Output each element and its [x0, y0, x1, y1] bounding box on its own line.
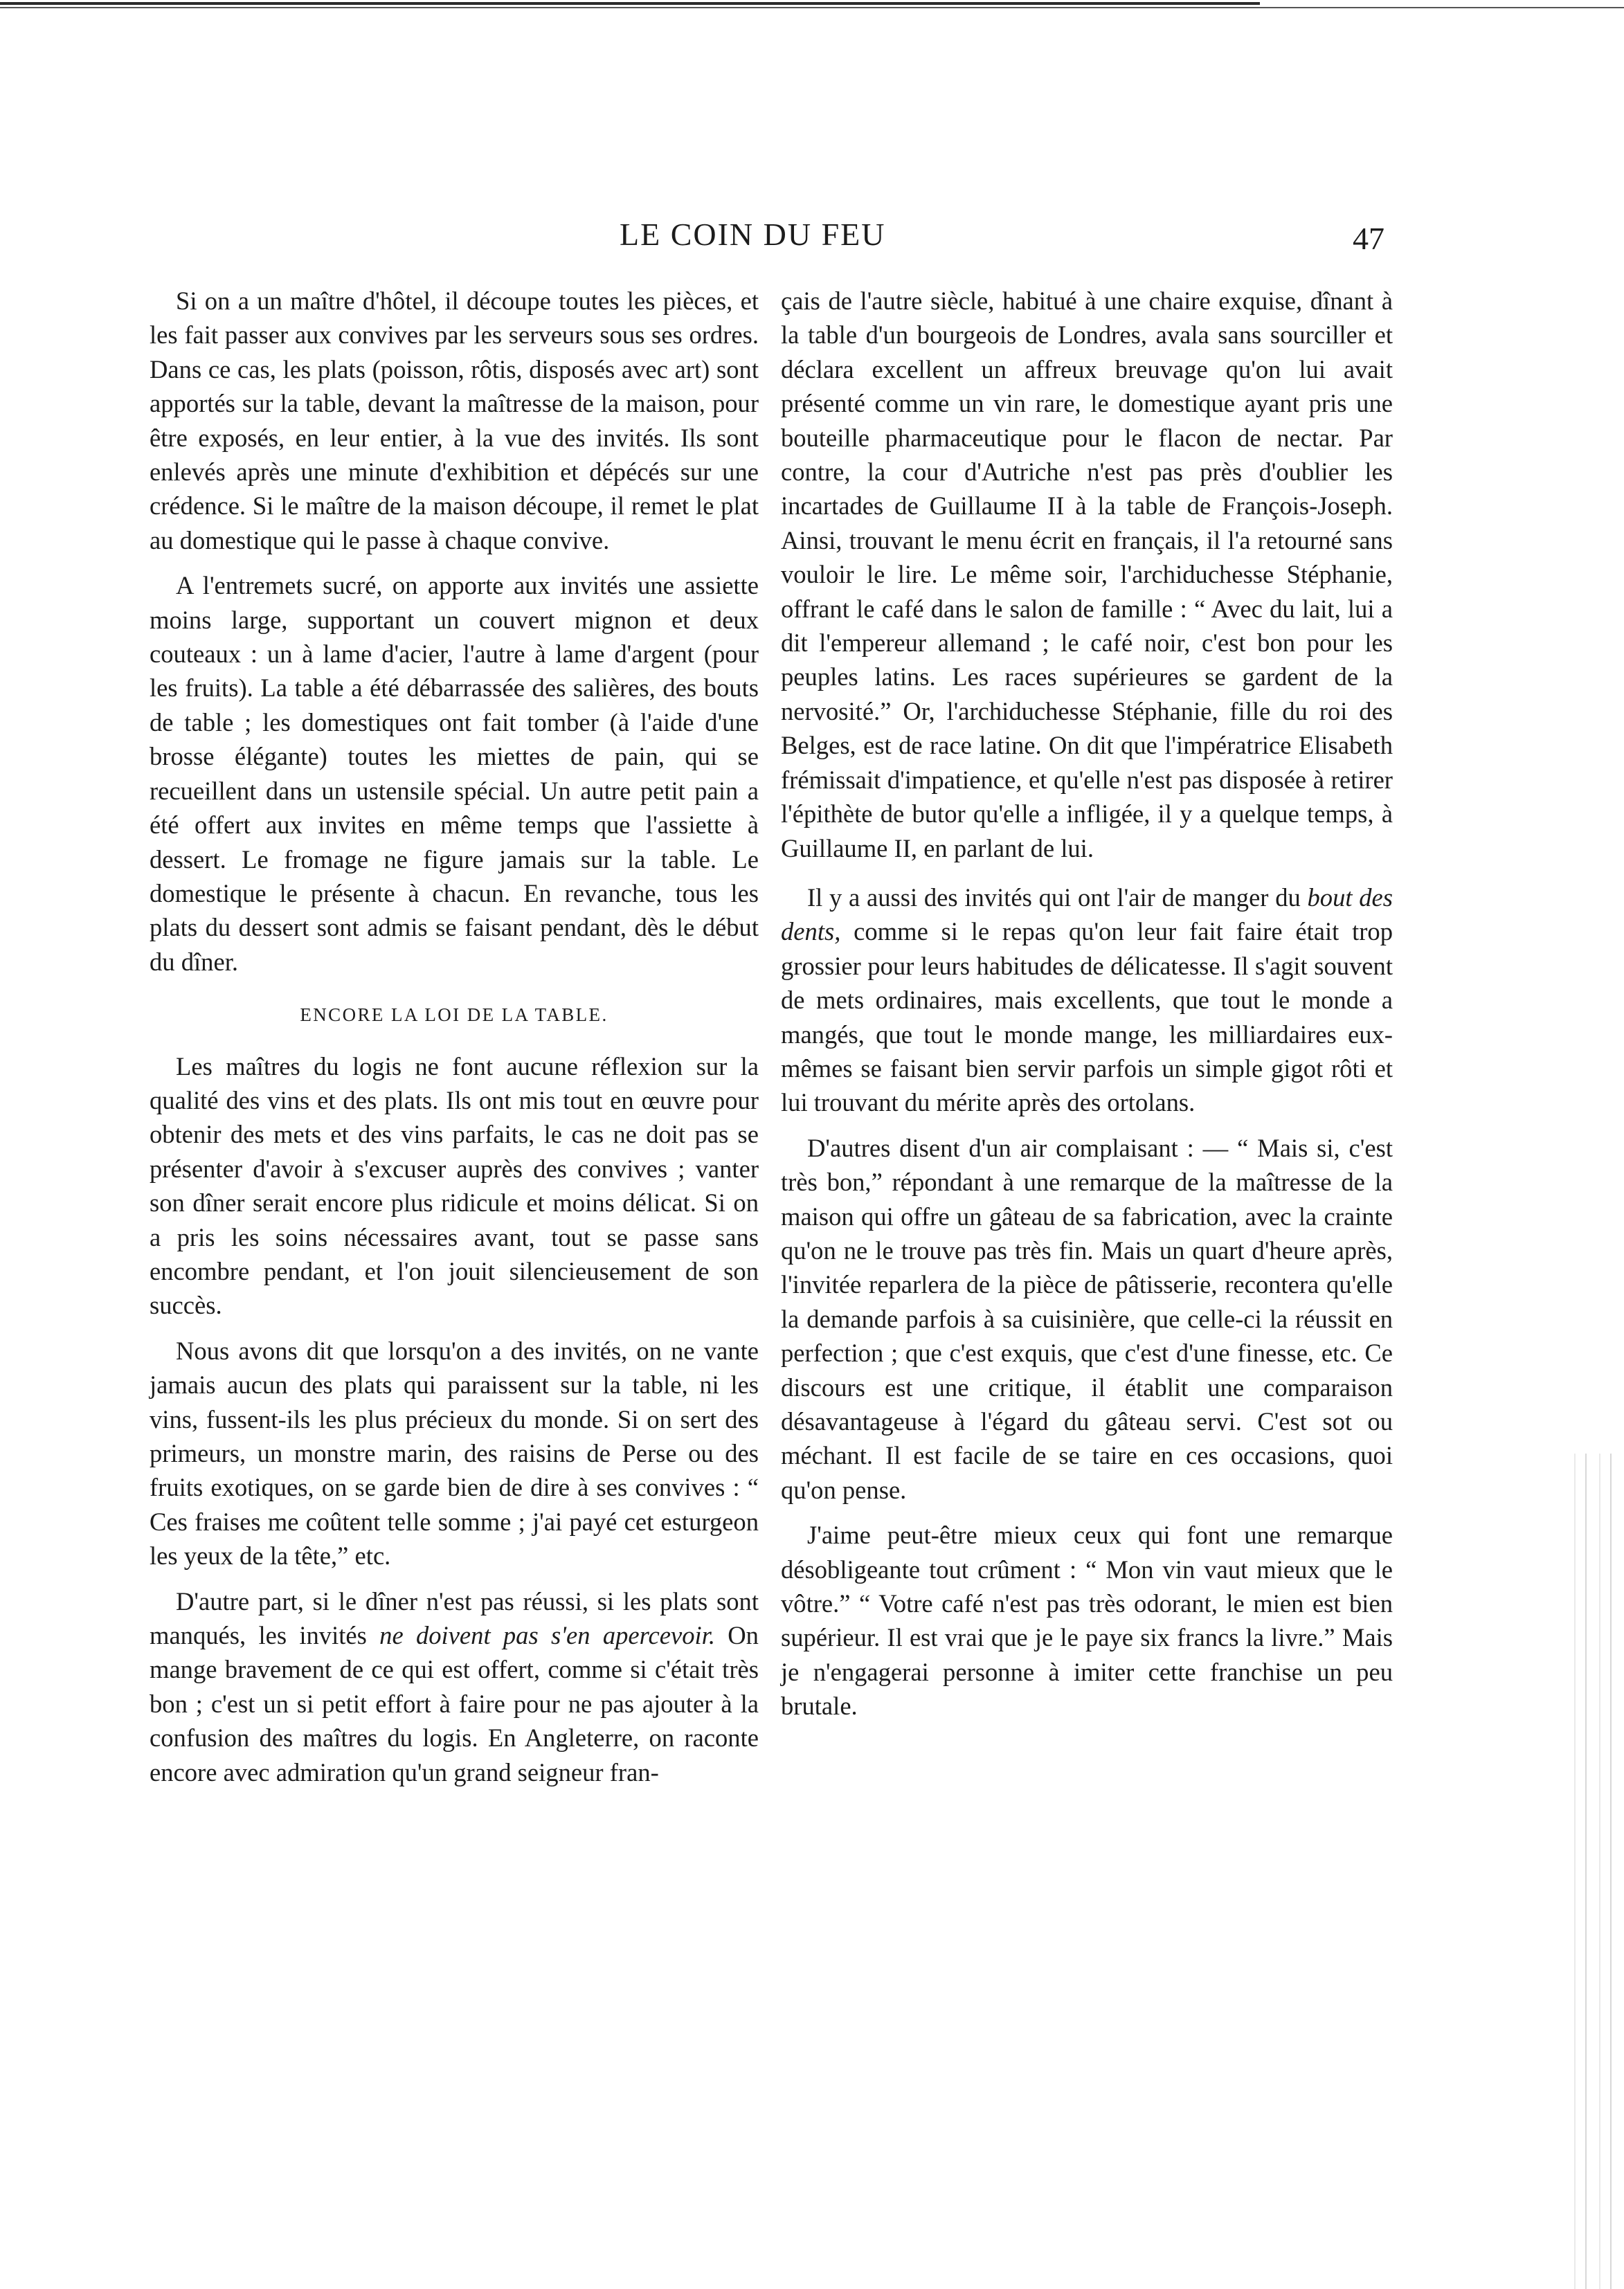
paragraph: D'autres disent d'un air complaisant : — “ Mais si, c'est très bon,” répondant à une remarque de la maîtresse de la maison qui offre un gâteau de sa fabrication, avec la crainte qu'on ne le trouve pas très fin. Mais un quart d'heure après, l'invitée reparlera de la pièce de pâtisserie, recontera qu'elle la demande parfois à sa cuisinière, que celle-ci la réussit en perfection ; que c'est exquis, que c'est d'une finesse, etc. Ce discours est une critique, il établit une comparaison désavantageuse à l'égard du gâteau servi. C'est sot ou méchant. Il est facile de se taire en ces occasions, quoi qu'on pense. — [781, 1133, 1393, 1504]
emphasis-text: ne doivent pas s'en apercevoir. — [379, 1621, 715, 1650]
paragraph: Les maîtres du logis ne font aucune réflexion sur la qualité des vins et des plats. Ils ont mis tout en œuvre pour obtenir des mets et des vins parfaits, le cas ne doit pas se présenter d'avoir à s'excuser auprès des convives ; vanter son dîner serait encore plus ridicule et moins délicat. Si on a pris les soins nécessaires avant, tout se passe sans encombre pendant, et l'on jouit silencieusement de son succès. — [150, 1051, 759, 1320]
paragraph-text: D'autre part, si le dîner n'est pas réussi, si les plats sont manqués, les invités — [150, 1586, 759, 1650]
paragraph: Nous avons dit que lorsqu'on a des invités, on ne vante jamais aucun des plats qui paraissent sur la table, ni les vins, fussent-ils les plus précieux du monde. Si on sert des primeurs, un monstre marin, des raisins de Perse ou des fruits exotiques, on se garde bien de dire à ses convives : “ Ces fraises me coûtent telle somme ; j'ai payé cet esturgeon les yeux de la tête,” etc. — [150, 1336, 759, 1571]
paragraph: J'aime peut-être mieux ceux qui font une remarque désobligeante tout crûment : “ Mon vin vaut mieux que le vôtre.” “ Votre café n'est pas très odorant, le mien est bien supérieur. Il est vrai que je le paye six francs la livre.” Mais je n'engagerai personne à imiter cette franchise un peu brutale. — [781, 1521, 1393, 1721]
paragraph-text: Il y a aussi des invités qui ont l'air de manger du — [807, 883, 1308, 912]
emphasis-text: bout des dents, — [781, 883, 1393, 946]
paragraph — [781, 880, 1393, 1120]
right-column — [781, 284, 1393, 1723]
paragraph: çais de l'autre siècle, habitué à une chaire exquise, dînant à la table d'un bourgeois de Londres, avala sans sourciller et déclara excellent un affreux breuvage qu'on lui avait présenté comme un vin rare, le domestique ayant pris une bouteille pharmaceutique pour le flacon de nectar. Par contre, la cour d'Autriche n'est pas près d'oublier les incartades de Guillaume II à la table de François-Joseph. Ainsi, trouvant le menu écrit en français, il l'a retourné sans vouloir le lire. Le même soir, l'archiduchesse Stéphanie, offrant le café dans le salon de famille : “ Avec du lait, lui a dit l'empereur allemand ; le café noir, c'est bon pour les peuples latins. Les races supérieures se gardent de la nervosité.” Or, l'archiduchesse Stéphanie, fille du roi des Belges, est de race latine. On dit que l'impératrice Elisabeth frémissait d'impatience, et qu'elle n'est pas disposée à retirer l'épithète de butor qu'elle a infligée, il y a quelque temps, à Guillaume II, en parlant de lui. — [781, 287, 1393, 862]
running-title: LE COIN DU FEU — [620, 217, 886, 252]
paragraph: A l'entremets sucré, on apporte aux invités une assiette moins large, supportant un couvert mignon et deux couteaux : un à lame d'acier, l'autre à lame d'argent (pour les fruits). La table a été débarrassée des salières, des bouts de table ; les domestiques ont fait tomber (à l'aide d'une brosse élégante) toutes les miettes de pain, qui se recueillent dans un ustensile spécial. Un autre petit pain a été offert aux invites en même temps que l'assiette à dessert. Le fromage ne figure jamais sur la table. Le domestique le présente à chacun. En revanche, tous les plats du dessert sont admis se faisant pendant, dès le début du dîner. — [150, 571, 759, 976]
paragraph-text: comme si le repas qu'on leur fait faire était trop grossier pour leurs habitudes de délicatesse. Il s'agit souvent de mets ordinaires, mais excellents, que tout le monde a mangés, que tout le monde mange, les milliardaires eux-mêmes se faisant bien servir parfois un simple gigot rôti et lui trouvant du mérite après des ortolans. — [781, 917, 1393, 1117]
page-number: 47 — [1353, 221, 1384, 256]
paragraph: Si on a un maître d'hôtel, il découpe toutes les pièces, et les fait passer aux convives par les serveurs sous ses ordres. Dans ce cas, les plats (poisson, rôtis, disposés avec art) sont apportés sur la table, devant la maîtresse de la maison, pour être exposés, en leur entier, à la vue des invités. Ils sont enlevés après une minute d'exhibition et dépécés sur une crédence. Si le maître de la maison découpe, il remet le plat au domestique qui le passe à chaque convive. — [150, 287, 759, 554]
left-column — [150, 284, 759, 1789]
paragraph — [150, 1584, 759, 1789]
page-top-edge — [0, 0, 1624, 10]
paragraph-text: On mange bravement de ce qui est offert, comme si c'était très bon ; c'est un si petit effort à faire pour ne pas ajouter à la confusion des maîtres du logis. En Angleterre, on raconte encore avec admiration qu'un grand seigneur fran- — [150, 1621, 759, 1786]
scan-edge-shadow — [1562, 1454, 1624, 2289]
section-heading: ENCORE LA LOI DE LA TABLE. — [300, 1004, 608, 1026]
